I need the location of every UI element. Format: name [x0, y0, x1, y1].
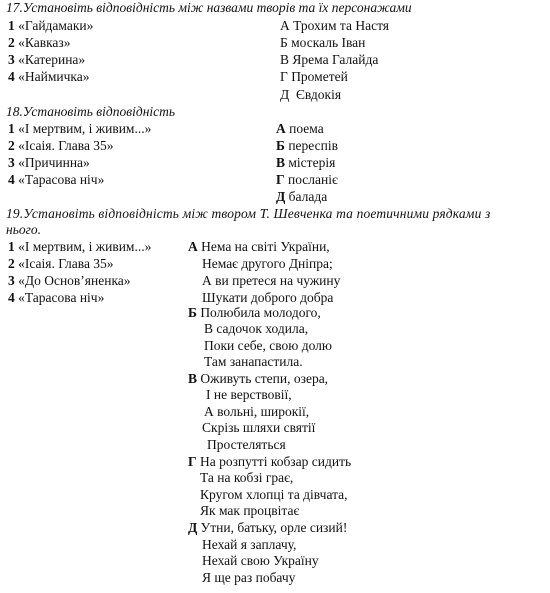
q19-poem-line: Нехай я заплачу, — [202, 537, 297, 552]
q18-left-item: 1 «І мертвим, і живим...» — [8, 121, 152, 136]
q19-option-g: Г На розпутті кобзар сидить — [188, 454, 352, 469]
q17-right-item: Д Євдокія — [280, 87, 342, 102]
q17-left-item: 1 «Гайдамаки» — [8, 18, 94, 33]
q19-poem-line: Поки себе, свою долю — [204, 338, 332, 353]
q19-option-d: Д Утни, батьку, орле сизий! — [188, 520, 348, 535]
q18-left-item: 2 «Ісаія. Глава 35» — [8, 138, 114, 153]
q19-poem-line: Шукати доброго добра — [202, 290, 334, 305]
q19-poem-line: Як мак процвітає — [200, 503, 300, 518]
q19-title: 19.Установіть відповідність між твором Т. Шевченка та поетичними рядками з — [6, 206, 491, 221]
q17-title: 17.Установіть відповідність між назвами творів та їх персонажами — [6, 0, 412, 15]
q17-right-item: В Ярема Галайда — [280, 52, 379, 67]
q19-poem-line: І не верствовії, — [206, 387, 292, 402]
q17-left-item: 4 «Наймичка» — [8, 69, 90, 84]
q19-poem-line: Та на кобзі грає, — [200, 470, 294, 485]
q17-right-item: А Трохим та Настя — [280, 18, 390, 33]
q18-right-item: Г посланіє — [276, 172, 338, 187]
q19-poem-line: А ви претеся на чужину — [202, 273, 341, 288]
q17-left-item: 2 «Кавказ» — [8, 35, 71, 50]
q19-option-a: А Нема на світі України, — [188, 239, 330, 254]
q18-left-item: 3 «Причинна» — [8, 155, 90, 170]
q19-poem-line: Кругом хлопці та дівчата, — [200, 487, 348, 502]
q19-poem-line: Скрізь шляхи святії — [202, 420, 316, 435]
q18-right-item: В містерія — [276, 155, 336, 170]
q17-left-item: 3 «Катерина» — [8, 52, 86, 67]
q19-title-continued: нього. — [6, 222, 41, 237]
q19-left-item: 2 «Ісаія. Глава 35» — [8, 256, 114, 271]
q19-poem-line: Я ще раз побачу — [202, 570, 296, 585]
q17-right-item: Г Прометей — [280, 69, 348, 84]
q18-right-item: Б переспів — [276, 138, 338, 153]
q18-title: 18.Установіть відповідність — [6, 104, 176, 119]
q18-left-item: 4 «Тарасова ніч» — [8, 172, 105, 187]
q17-right-item: Б москаль Іван — [280, 35, 366, 50]
q19-poem-line: А вольні, широкії, — [204, 404, 310, 419]
q19-option-v: В Оживуть степи, озера, — [188, 371, 329, 386]
q19-poem-line: Нехай свою Україну — [202, 553, 319, 568]
q19-poem-line: Немає другого Дніпра; — [202, 256, 333, 271]
q19-left-item: 4 «Тарасова ніч» — [8, 290, 105, 305]
q18-right-item: А поема — [276, 121, 324, 136]
q19-poem-line: Там занапастила. — [204, 354, 303, 369]
q19-poem-line: Простеляться — [207, 437, 286, 452]
q19-poem-line: В садочок ходила, — [204, 321, 309, 336]
q19-option-b: Б Полюбила молодого, — [188, 305, 321, 320]
q19-left-item: 1 «І мертвим, і живим...» — [8, 239, 152, 254]
q18-right-item: Д балада — [276, 189, 328, 204]
q19-left-item: 3 «До Основ’яненка» — [8, 273, 131, 288]
